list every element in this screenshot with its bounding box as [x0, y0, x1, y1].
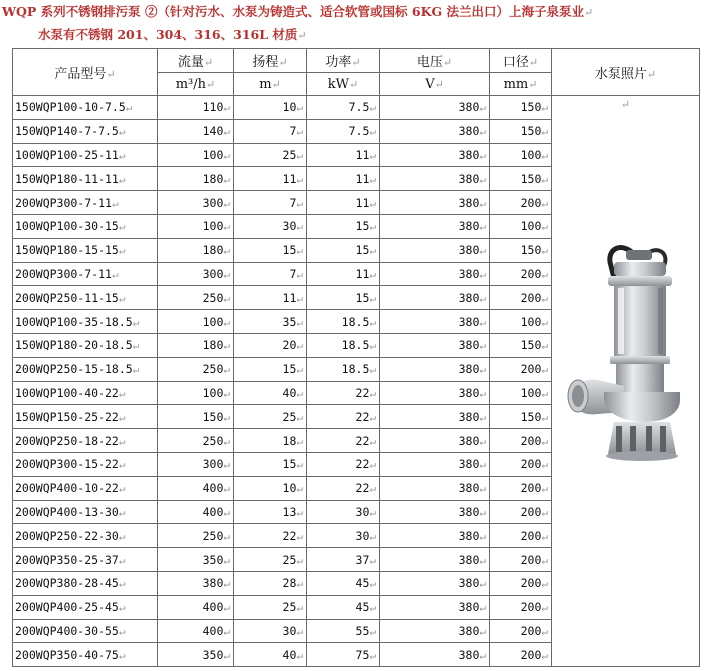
cell-flow: 350↵: [158, 643, 234, 667]
cell-head: 40↵: [234, 643, 307, 667]
cell-diameter: 150↵: [490, 238, 552, 262]
cell-power: 11↵: [307, 262, 380, 286]
unit-power: kW↵: [307, 73, 380, 96]
cell-flow: 110↵: [158, 96, 234, 120]
cell-flow: 100↵: [158, 381, 234, 405]
paragraph-mark: ↵: [297, 29, 307, 42]
cell-diameter: 200↵: [490, 500, 552, 524]
cell-model: 150WQP180-11-11↵: [13, 167, 158, 191]
pump-spec-table: [12, 48, 700, 667]
cell-flow: 400↵: [158, 619, 234, 643]
cell-diameter: 100↵: [490, 214, 552, 238]
cell-head: 15↵: [234, 452, 307, 476]
cell-head: 20↵: [234, 333, 307, 357]
cell-flow: 300↵: [158, 191, 234, 215]
cell-model: 200WQP250-15-18.5↵: [13, 357, 158, 381]
cell-power: 11↵: [307, 167, 380, 191]
cell-power: 37↵: [307, 548, 380, 572]
cell-power: 15↵: [307, 238, 380, 262]
cell-voltage: 380↵: [380, 238, 490, 262]
cell-head: 30↵: [234, 619, 307, 643]
cell-model: 100WQP100-40-22↵: [13, 381, 158, 405]
cell-head: 30↵: [234, 214, 307, 238]
cell-head: 15↵: [234, 238, 307, 262]
page-subtitle: [38, 26, 307, 45]
header-voltage: 电压↵: [380, 49, 490, 73]
cell-power: 30↵: [307, 500, 380, 524]
cell-flow: 140↵: [158, 119, 234, 143]
cell-head: 10↵: [234, 96, 307, 120]
cell-voltage: 380↵: [380, 595, 490, 619]
cell-model: 200WQP250-22-30↵: [13, 524, 158, 548]
unit-voltage: V↵: [380, 73, 490, 96]
cell-flow: 380↵: [158, 571, 234, 595]
cell-flow: 180↵: [158, 167, 234, 191]
cell-voltage: 380↵: [380, 571, 490, 595]
header-head: 扬程↵: [234, 49, 307, 73]
page-title: [2, 3, 593, 22]
cell-voltage: 380↵: [380, 619, 490, 643]
cell-model: 100WQP100-35-18.5↵: [13, 310, 158, 334]
cell-voltage: 380↵: [380, 381, 490, 405]
cell-voltage: 380↵: [380, 119, 490, 143]
title-line-2: 水泵有不锈钢 201、304、316、316L 材质: [38, 27, 298, 42]
title-line-1: WQP 系列不锈钢排污泵 ②（针对污水、水泵为铸造式、适合软管或国标 6KG 法兰出口）上海子泉泵业: [2, 4, 584, 19]
cell-flow: 250↵: [158, 524, 234, 548]
paragraph-mark: ↵: [583, 6, 594, 19]
cell-model: 200WQP300-15-22↵: [13, 452, 158, 476]
cell-flow: 100↵: [158, 214, 234, 238]
cell-head: 25↵: [234, 595, 307, 619]
cell-head: 11↵: [234, 286, 307, 310]
cell-power: 15↵: [307, 286, 380, 310]
cell-head: 7↵: [234, 119, 307, 143]
cell-head: 10↵: [234, 476, 307, 500]
cell-flow: 250↵: [158, 429, 234, 453]
cell-model: 200WQP350-40-75↵: [13, 643, 158, 667]
cell-model: 150WQP150-25-22↵: [13, 405, 158, 429]
cell-diameter: 150↵: [490, 405, 552, 429]
cell-power: 11↵: [307, 143, 380, 167]
cell-model: 200WQP400-30-55↵: [13, 619, 158, 643]
cell-voltage: 380↵: [380, 214, 490, 238]
unit-diameter: mm↵: [490, 73, 552, 96]
cell-diameter: 100↵: [490, 381, 552, 405]
cell-diameter: 150↵: [490, 167, 552, 191]
cell-voltage: 380↵: [380, 405, 490, 429]
cell-power: 75↵: [307, 643, 380, 667]
cell-head: 7↵: [234, 191, 307, 215]
unit-head: m↵: [234, 73, 307, 96]
cell-diameter: 200↵: [490, 429, 552, 453]
cell-diameter: 200↵: [490, 262, 552, 286]
cell-voltage: 380↵: [380, 429, 490, 453]
cell-model: 100WQP100-25-11↵: [13, 143, 158, 167]
cell-flow: 100↵: [158, 310, 234, 334]
table-row: [13, 96, 700, 120]
cell-power: 22↵: [307, 452, 380, 476]
cell-voltage: 380↵: [380, 333, 490, 357]
cell-power: 22↵: [307, 476, 380, 500]
photo-cell: [552, 96, 700, 667]
cell-head: 25↵: [234, 143, 307, 167]
cell-diameter: 200↵: [490, 191, 552, 215]
cell-voltage: 380↵: [380, 500, 490, 524]
cell-model: 200WQP380-28-45↵: [13, 571, 158, 595]
cell-power: 18.5↵: [307, 310, 380, 334]
cell-head: 15↵: [234, 357, 307, 381]
cell-power: 30↵: [307, 524, 380, 548]
cell-diameter: 200↵: [490, 571, 552, 595]
cell-head: 18↵: [234, 429, 307, 453]
cell-model: 200WQP400-10-22↵: [13, 476, 158, 500]
cell-flow: 180↵: [158, 238, 234, 262]
cell-diameter: 100↵: [490, 310, 552, 334]
cell-voltage: 380↵: [380, 452, 490, 476]
cell-voltage: 380↵: [380, 167, 490, 191]
cell-diameter: 200↵: [490, 548, 552, 572]
cell-head: 40↵: [234, 381, 307, 405]
cell-model: 150WQP100-10-7.5↵: [13, 96, 158, 120]
cell-power: 55↵: [307, 619, 380, 643]
cell-power: 22↵: [307, 429, 380, 453]
cell-flow: 300↵: [158, 452, 234, 476]
cell-power: 22↵: [307, 381, 380, 405]
cell-diameter: 200↵: [490, 619, 552, 643]
cell-head: 25↵: [234, 548, 307, 572]
cell-head: 35↵: [234, 310, 307, 334]
cell-voltage: 380↵: [380, 286, 490, 310]
cell-model: 200WQP400-25-45↵: [13, 595, 158, 619]
cell-power: 18.5↵: [307, 357, 380, 381]
cell-model: 200WQP350-25-37↵: [13, 548, 158, 572]
cell-head: 11↵: [234, 167, 307, 191]
cell-model: 200WQP300-7-11↵: [13, 262, 158, 286]
header-power: 功率↵: [307, 49, 380, 73]
cell-voltage: 380↵: [380, 191, 490, 215]
cell-power: 15↵: [307, 214, 380, 238]
cell-diameter: 200↵: [490, 524, 552, 548]
paragraph-mark: ↵: [620, 98, 631, 111]
cell-head: 7↵: [234, 262, 307, 286]
cell-model: 200WQP250-11-15↵: [13, 286, 158, 310]
cell-diameter: 200↵: [490, 595, 552, 619]
cell-diameter: 150↵: [490, 119, 552, 143]
cell-voltage: 380↵: [380, 262, 490, 286]
cell-power: 45↵: [307, 595, 380, 619]
cell-voltage: 380↵: [380, 524, 490, 548]
cell-flow: 400↵: [158, 595, 234, 619]
cell-diameter: 150↵: [490, 333, 552, 357]
cell-diameter: 200↵: [490, 452, 552, 476]
cell-voltage: 380↵: [380, 643, 490, 667]
header-model: 产品型号↵: [13, 49, 158, 96]
stainless-pump-icon: [564, 236, 688, 468]
cell-model: 200WQP400-13-30↵: [13, 500, 158, 524]
cell-diameter: 200↵: [490, 357, 552, 381]
unit-flow: m³/h↵: [158, 73, 234, 96]
cell-voltage: 380↵: [380, 96, 490, 120]
cell-head: 28↵: [234, 571, 307, 595]
cell-head: 25↵: [234, 405, 307, 429]
cell-voltage: 380↵: [380, 357, 490, 381]
cell-model: 200WQP300-7-11↵: [13, 191, 158, 215]
cell-diameter: 150↵: [490, 96, 552, 120]
cell-flow: 400↵: [158, 500, 234, 524]
cell-diameter: 100↵: [490, 143, 552, 167]
cell-voltage: 380↵: [380, 143, 490, 167]
cell-voltage: 380↵: [380, 476, 490, 500]
cell-diameter: 200↵: [490, 286, 552, 310]
cell-power: 22↵: [307, 405, 380, 429]
cell-flow: 180↵: [158, 333, 234, 357]
cell-head: 13↵: [234, 500, 307, 524]
cell-diameter: 200↵: [490, 643, 552, 667]
cell-flow: 300↵: [158, 262, 234, 286]
cell-flow: 250↵: [158, 286, 234, 310]
cell-head: 22↵: [234, 524, 307, 548]
cell-voltage: 380↵: [380, 548, 490, 572]
cell-flow: 400↵: [158, 476, 234, 500]
header-diameter: 口径↵: [490, 49, 552, 73]
cell-power: 18.5↵: [307, 333, 380, 357]
cell-flow: 100↵: [158, 143, 234, 167]
cell-power: 11↵: [307, 191, 380, 215]
cell-model: 200WQP250-18-22↵: [13, 429, 158, 453]
header-flow: 流量↵: [158, 49, 234, 73]
cell-flow: 350↵: [158, 548, 234, 572]
cell-model: 150WQP180-20-18.5↵: [13, 333, 158, 357]
header-photo: 水泵照片↵: [552, 49, 700, 96]
cell-power: 7.5↵: [307, 96, 380, 120]
cell-flow: 150↵: [158, 405, 234, 429]
cell-model: 100WQP100-30-15↵: [13, 214, 158, 238]
cell-model: 150WQP180-15-15↵: [13, 238, 158, 262]
cell-model: 150WQP140-7-7.5↵: [13, 119, 158, 143]
cell-power: 45↵: [307, 571, 380, 595]
cell-power: 7.5↵: [307, 119, 380, 143]
cell-voltage: 380↵: [380, 310, 490, 334]
cell-diameter: 200↵: [490, 476, 552, 500]
cell-flow: 250↵: [158, 357, 234, 381]
